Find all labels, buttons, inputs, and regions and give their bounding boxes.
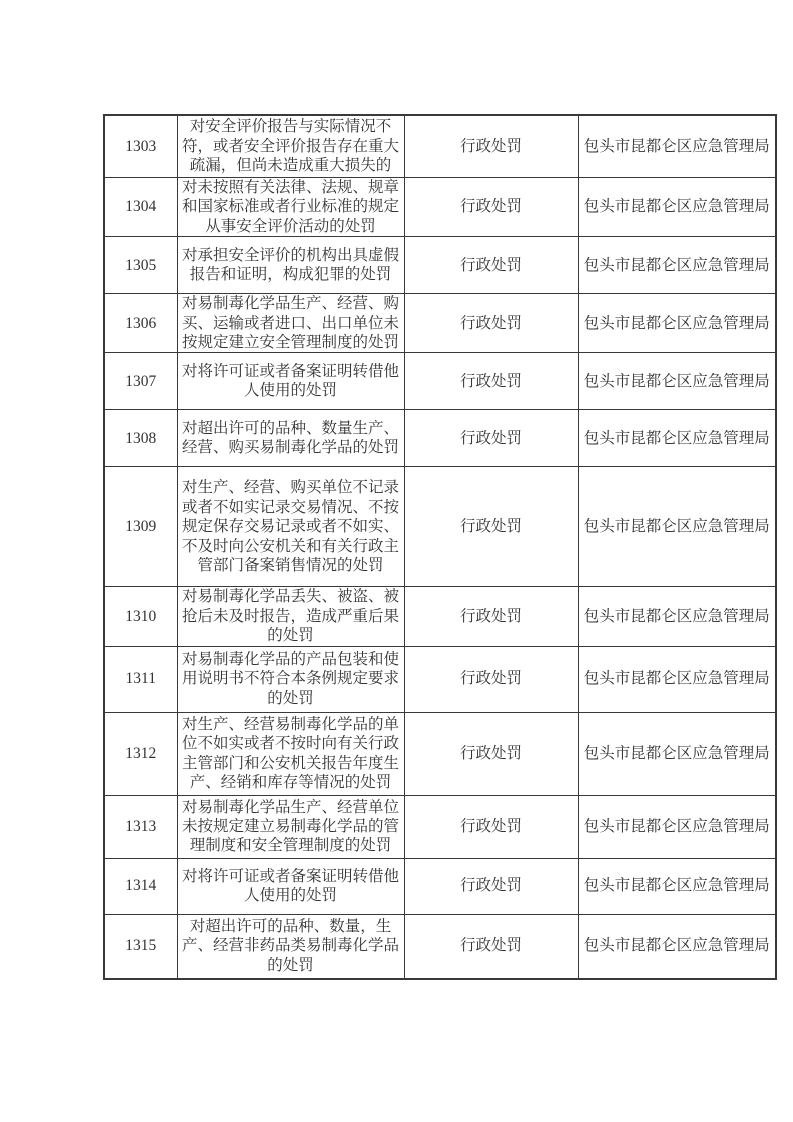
item-number-cell: 1310 <box>104 587 177 646</box>
authority-cell: 包头市昆都仑区应急管理局 <box>578 294 776 353</box>
table-row <box>104 294 776 353</box>
penalty-description-cell: 对承担安全评价的机构出具虚假报告和证明，构成犯罪的处罚 <box>177 237 404 294</box>
table-row <box>104 178 776 237</box>
authority-cell: 包头市昆都仑区应急管理局 <box>578 712 776 795</box>
table-row <box>104 353 776 410</box>
item-number-cell: 1303 <box>104 115 177 178</box>
item-number-cell: 1306 <box>104 294 177 353</box>
table-row <box>104 795 776 858</box>
penalty-description-cell: 对易制毒化学品丢失、被盗、被抢后未及时报告，造成严重后果的处罚 <box>177 587 404 646</box>
authority-cell: 包头市昆都仑区应急管理局 <box>578 115 776 178</box>
table-row <box>104 712 776 795</box>
penalty-description-cell: 对生产、经营、购买单位不记录或者不如实记录交易情况、不按规定保存交易记录或者不如实、不及时向公安机关和有关行政主管部门备案销售情况的处罚 <box>177 467 404 587</box>
authority-cell: 包头市昆都仑区应急管理局 <box>578 410 776 467</box>
table-row <box>104 410 776 467</box>
penalty-table-body <box>104 115 776 979</box>
table-row <box>104 467 776 587</box>
penalty-description-cell: 对将许可证或者备案证明转借他人使用的处罚 <box>177 353 404 410</box>
penalty-type-cell: 行政处罚 <box>404 712 578 795</box>
item-number-cell: 1307 <box>104 353 177 410</box>
penalty-description-cell: 对超出许可的品种、数量生产、经营、购买易制毒化学品的处罚 <box>177 410 404 467</box>
penalty-type-cell: 行政处罚 <box>404 410 578 467</box>
item-number-cell: 1313 <box>104 795 177 858</box>
penalty-description-cell: 对易制毒化学品生产、经营单位未按规定建立易制毒化学品的管理制度和安全管理制度的处罚 <box>177 795 404 858</box>
authority-cell: 包头市昆都仑区应急管理局 <box>578 646 776 712</box>
item-number-cell: 1304 <box>104 178 177 237</box>
table-row <box>104 237 776 294</box>
authority-cell: 包头市昆都仑区应急管理局 <box>578 858 776 914</box>
penalty-description-cell: 对安全评价报告与实际情况不符，或者安全评价报告存在重大疏漏，但尚未造成重大损失的 <box>177 115 404 178</box>
penalty-type-cell: 行政处罚 <box>404 795 578 858</box>
item-number-cell: 1312 <box>104 712 177 795</box>
authority-cell: 包头市昆都仑区应急管理局 <box>578 467 776 587</box>
penalty-type-cell: 行政处罚 <box>404 353 578 410</box>
authority-cell: 包头市昆都仑区应急管理局 <box>578 914 776 979</box>
table-row <box>104 115 776 178</box>
penalty-description-cell: 对易制毒化学品的产品包装和使用说明书不符合本条例规定要求的处罚 <box>177 646 404 712</box>
penalty-type-cell: 行政处罚 <box>404 858 578 914</box>
authority-cell: 包头市昆都仑区应急管理局 <box>578 353 776 410</box>
table-row <box>104 587 776 646</box>
item-number-cell: 1308 <box>104 410 177 467</box>
table-row <box>104 914 776 979</box>
penalty-type-cell: 行政处罚 <box>404 115 578 178</box>
authority-cell: 包头市昆都仑区应急管理局 <box>578 795 776 858</box>
authority-cell: 包头市昆都仑区应急管理局 <box>578 237 776 294</box>
penalty-description-cell: 对生产、经营易制毒化学品的单位不如实或者不按时向有关行政主管部门和公安机关报告年度生产、经销和库存等情况的处罚 <box>177 712 404 795</box>
item-number-cell: 1309 <box>104 467 177 587</box>
penalty-type-cell: 行政处罚 <box>404 237 578 294</box>
item-number-cell: 1314 <box>104 858 177 914</box>
penalty-type-cell: 行政处罚 <box>404 646 578 712</box>
penalty-type-cell: 行政处罚 <box>404 178 578 237</box>
penalty-type-cell: 行政处罚 <box>404 467 578 587</box>
table-row <box>104 646 776 712</box>
authority-cell: 包头市昆都仑区应急管理局 <box>578 178 776 237</box>
penalty-description-cell: 对超出许可的品种、数量，生产、经营非药品类易制毒化学品的处罚 <box>177 914 404 979</box>
table-row <box>104 858 776 914</box>
item-number-cell: 1305 <box>104 237 177 294</box>
penalty-type-cell: 行政处罚 <box>404 294 578 353</box>
penalty-items-table <box>103 114 777 980</box>
penalty-description-cell: 对将许可证或者备案证明转借他人使用的处罚 <box>177 858 404 914</box>
authority-cell: 包头市昆都仑区应急管理局 <box>578 587 776 646</box>
penalty-description-cell: 对易制毒化学品生产、经营、购买、运输或者进口、出口单位未按规定建立安全管理制度的处罚 <box>177 294 404 353</box>
item-number-cell: 1315 <box>104 914 177 979</box>
penalty-type-cell: 行政处罚 <box>404 587 578 646</box>
penalty-type-cell: 行政处罚 <box>404 914 578 979</box>
penalty-description-cell: 对未按照有关法律、法规、规章和国家标准或者行业标准的规定从事安全评价活动的处罚 <box>177 178 404 237</box>
item-number-cell: 1311 <box>104 646 177 712</box>
